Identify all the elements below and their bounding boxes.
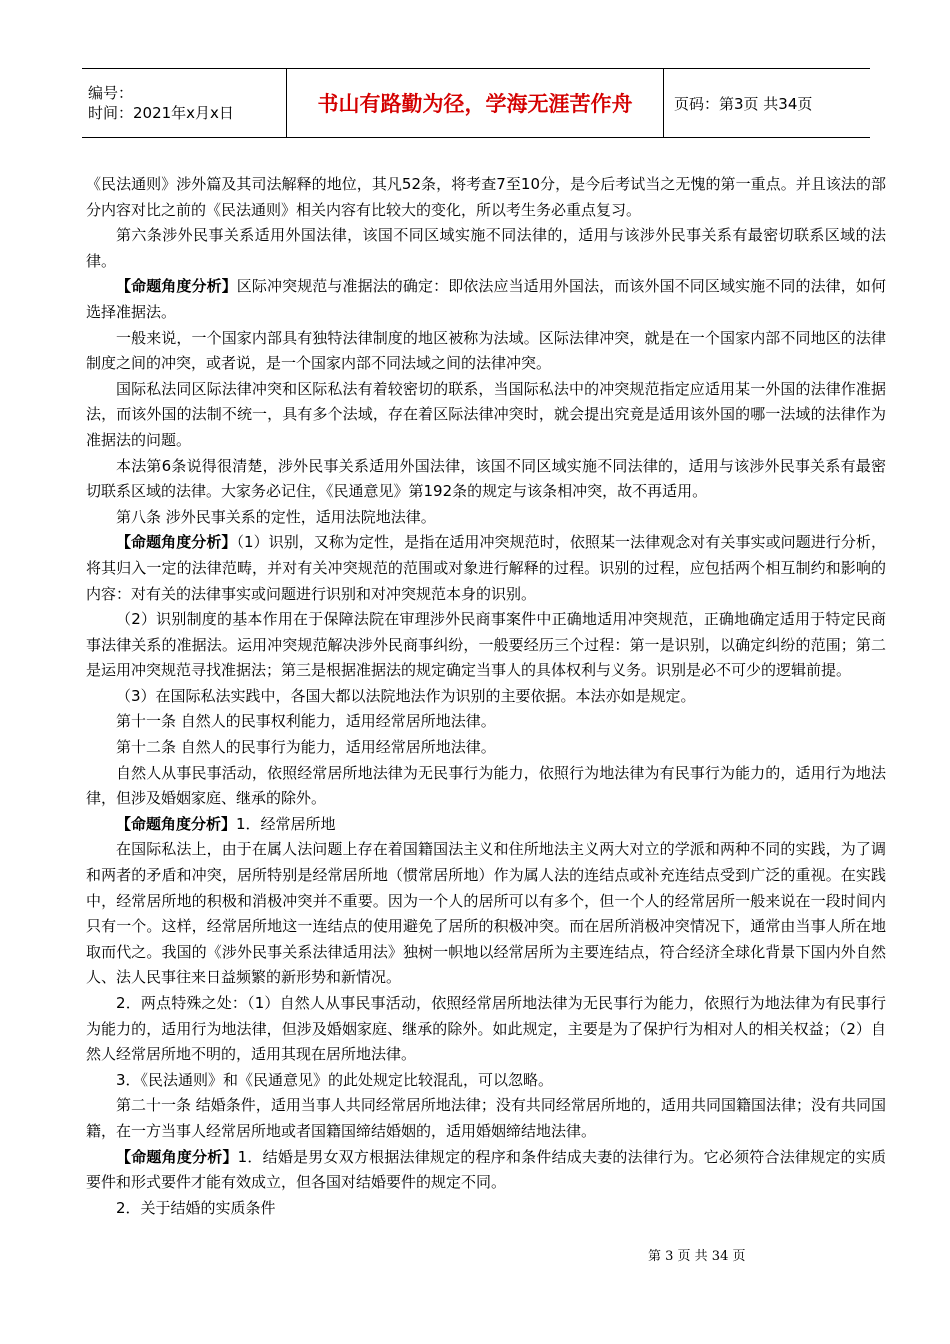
paragraph: 《民法通则》涉外篇及其司法解释的地位，其凡52条，将考查7至10分，是今后考试当之无愧的第一重点。并且该法的部分内容对比之前的《民法通则》相关内容有比较大的变化，所以考生务必重点复习。: [86, 175, 886, 219]
paragraph: 【命题角度分析】区际冲突规范与准据法的确定：即依法应当适用外国法，而该外国不同区域实施不同的法律，如何选择准据法。: [86, 277, 886, 321]
document-date: 时间：2021年x月x日: [88, 104, 234, 122]
header-meta: [82, 69, 287, 137]
paragraph: 2．两点特殊之处：（1）自然人从事民事活动，依照经常居所地法律为无民事行为能力，依照行为地法律为有民事行为能力的，适用行为地法律，但涉及婚姻家庭、继承的除外。如此规定，主要是为了保护行为相对人的相关权益；（2）自然人经常居所地不明的，适用其现在居所地法律。: [86, 994, 886, 1064]
analysis-label: 【命题角度分析】: [116, 814, 237, 833]
paragraph: 第八条 涉外民事关系的定性，适用法院地法律。: [116, 507, 436, 526]
paragraph: 【命题角度分析】1．经常居所地: [116, 814, 336, 833]
paragraph: 本法第6条说得很清楚，涉外民事关系适用外国法律，该国不同区域实施不同法律的，适用与该涉外民事关系有最密切联系区域的法律。大家务必记住，《民通意见》第192条的规定与该条相冲突，故不再适用。: [86, 456, 886, 501]
page-footer: 第 3 页 共 34 页: [648, 1249, 746, 1264]
analysis-label: 【命题角度分析】: [116, 1147, 238, 1166]
paragraph: 国际私法同区际法律冲突和区际私法有着较密切的联系，当国际私法中的冲突规范指定应适用某一外国的法律作准据法，而该外国的法制不统一，具有多个法域，存在着区际法律冲突时，就会提出究竟是适用该外国的哪一法域的法律作为准据法的问题。: [86, 379, 886, 449]
paragraph: 第十一条 自然人的民事权利能力，适用经常居所地法律。: [116, 712, 496, 731]
paragraph: 【命题角度分析】（1）识别，又称为定性，是指在适用冲突规范时，依照某一法律观念对有关事实或问题进行分析，将其归入一定的法律范畴，并对有关冲突规范的范围或对象进行解释的过程。识别的过程，应包括两个相互制约和影响的内容：对有关的法律事实或问题进行识别和对冲突规范本身的识别。: [86, 533, 886, 603]
paragraph: 第十二条 自然人的民事行为能力，适用经常居所地法律。: [116, 738, 496, 757]
paragraph: （2）识别制度的基本作用在于保障法院在审理涉外民商事案件中正确地适用冲突规范，正确地确定适用于特定民商事法律关系的准据法。运用冲突规范解决涉外民商事纠纷，一般要经历三个过程：第一是识别，以确定纠纷的范围；第二是运用冲突规范寻找准据法；第三是根据准据法的规定确定当事人的具体权利与义务。识别是必不可少的逻辑前提。: [86, 610, 886, 680]
paragraph: 第六条涉外民事关系适用外国法律，该国不同区域实施不同法律的，适用与该涉外民事关系有最密切联系区域的法律。: [86, 226, 886, 270]
header-page-number: 页码：第3页 共34页: [674, 94, 813, 113]
header-motto: 书山有路勤为径，学海无涯苦作舟: [287, 69, 664, 137]
document-number: 编号：: [88, 84, 134, 102]
analysis-label: 【命题角度分析】: [116, 277, 237, 296]
paragraph: 【命题角度分析】1．结婚是男女双方根据法律规定的程序和条件结成夫妻的法律行为。它必须符合法律规定的实质要件和形式要件才能有效成立，但各国对结婚要件的规定不同。: [86, 1147, 886, 1192]
paragraph: 2．关于结婚的实质条件: [116, 1198, 276, 1217]
paragraph: 3．《民法通则》和《民通意见》的此处规定比较混乱，可以忽略。: [116, 1070, 554, 1089]
page-header: [82, 68, 870, 138]
paragraph: 自然人从事民事活动，依照经常居所地法律为无民事行为能力，依照行为地法律为有民事行为能力的，适用行为地法律，但涉及婚姻家庭、继承的除外。: [86, 763, 886, 808]
paragraph: 一般来说，一个国家内部具有独特法律制度的地区被称为法域。区际法律冲突，就是在一个国家内部不同地区的法律制度之间的冲突，或者说，是一个国家内部不同法域之间的法律冲突。: [86, 328, 886, 373]
document-body: [86, 172, 886, 1221]
paragraph: 在国际私法上，由于在属人法问题上存在着国籍国法主义和住所地法主义两大对立的学派和两种不同的实践，为了调和两者的矛盾和冲突，居所特别是经常居所地（惯常居所地）作为属人法的连结点或补充连结点受到广泛的重视。在实践中，经常居所地的积极和消极冲突并不重要。因为一个人的居所可以有多个，但一个人的经常居所一般来说在一段时间内只有一个。这样，经常居所地这一连结点的使用避免了居所的积极冲突。而在居所消极冲突情况下，通常由当事人所在地取而代之。我国的《涉外民事关系法律适用法》独树一帜地以经常居所为主要连结点，符合经济全球化背景下国内外自然人、法人民事往来日益频繁的新形势和新情况。: [86, 840, 886, 987]
paragraph: （3）在国际私法实践中，各国大都以法院地法作为识别的主要依据。本法亦如是规定。: [116, 686, 696, 705]
analysis-label: 【命题角度分析】: [116, 533, 237, 552]
paragraph: 第二十一条 结婚条件，适用当事人共同经常居所地法律；没有共同经常居所地的，适用共同国籍国法律；没有共同国籍，在一方当事人经常居所地或者国籍国缔结婚姻的，适用婚姻缔结地法律。: [86, 1096, 886, 1140]
